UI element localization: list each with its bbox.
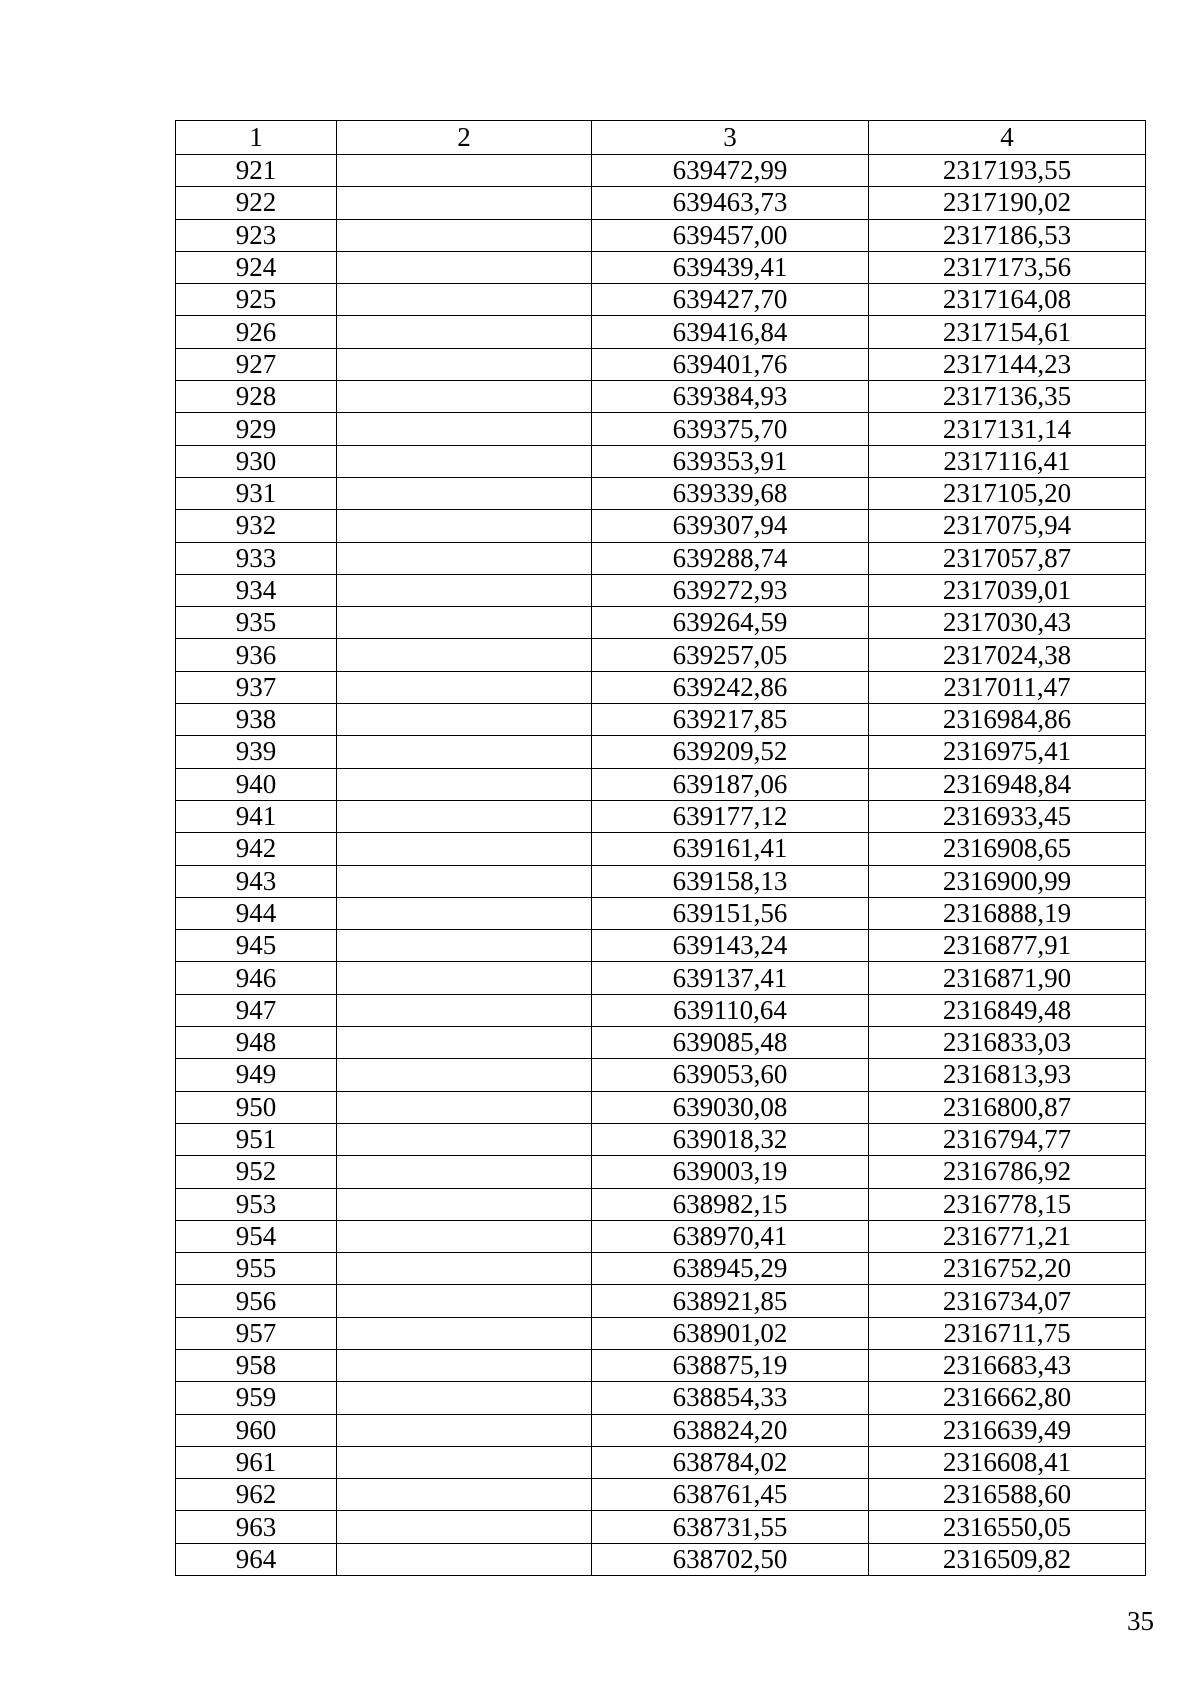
table-row bbox=[176, 1285, 1146, 1317]
table-row bbox=[176, 284, 1146, 316]
cell-point-number: 927 bbox=[176, 348, 337, 380]
cell-y-coordinate: 2317190,02 bbox=[869, 187, 1146, 219]
cell-x-coordinate: 638945,29 bbox=[592, 1253, 869, 1285]
cell-y-coordinate: 2317011,47 bbox=[869, 671, 1146, 703]
cell-x-coordinate: 639137,41 bbox=[592, 962, 869, 994]
table-row bbox=[176, 994, 1146, 1026]
cell-x-coordinate: 638761,45 bbox=[592, 1479, 869, 1511]
cell-y-coordinate: 2316711,75 bbox=[869, 1317, 1146, 1349]
table-row bbox=[176, 251, 1146, 283]
cell-x-coordinate: 638854,33 bbox=[592, 1382, 869, 1414]
cell-x-coordinate: 639161,41 bbox=[592, 833, 869, 865]
table-row bbox=[176, 736, 1146, 768]
cell-x-coordinate: 639085,48 bbox=[592, 1027, 869, 1059]
cell-x-coordinate: 639187,06 bbox=[592, 768, 869, 800]
table-row bbox=[176, 542, 1146, 574]
cell-name bbox=[337, 348, 592, 380]
cell-x-coordinate: 639217,85 bbox=[592, 704, 869, 736]
cell-point-number: 960 bbox=[176, 1414, 337, 1446]
table-row bbox=[176, 1382, 1146, 1414]
table-row bbox=[176, 187, 1146, 219]
cell-name bbox=[337, 639, 592, 671]
cell-name bbox=[337, 1285, 592, 1317]
cell-y-coordinate: 2316933,45 bbox=[869, 800, 1146, 832]
cell-point-number: 922 bbox=[176, 187, 337, 219]
column-header-4: 4 bbox=[869, 121, 1146, 155]
cell-y-coordinate: 2316813,93 bbox=[869, 1059, 1146, 1091]
table-row bbox=[176, 1220, 1146, 1252]
cell-y-coordinate: 2316800,87 bbox=[869, 1091, 1146, 1123]
cell-point-number: 951 bbox=[176, 1123, 337, 1155]
cell-point-number: 936 bbox=[176, 639, 337, 671]
cell-point-number: 962 bbox=[176, 1479, 337, 1511]
table-row bbox=[176, 639, 1146, 671]
cell-point-number: 933 bbox=[176, 542, 337, 574]
cell-x-coordinate: 639401,76 bbox=[592, 348, 869, 380]
table-row bbox=[176, 768, 1146, 800]
cell-name bbox=[337, 1511, 592, 1543]
cell-y-coordinate: 2316778,15 bbox=[869, 1188, 1146, 1220]
table-row bbox=[176, 1479, 1146, 1511]
cell-name bbox=[337, 1188, 592, 1220]
cell-point-number: 926 bbox=[176, 316, 337, 348]
cell-point-number: 941 bbox=[176, 800, 337, 832]
cell-name bbox=[337, 1059, 592, 1091]
cell-x-coordinate: 639339,68 bbox=[592, 477, 869, 509]
cell-point-number: 946 bbox=[176, 962, 337, 994]
cell-point-number: 937 bbox=[176, 671, 337, 703]
cell-x-coordinate: 638921,85 bbox=[592, 1285, 869, 1317]
cell-point-number: 945 bbox=[176, 930, 337, 962]
cell-x-coordinate: 639288,74 bbox=[592, 542, 869, 574]
cell-x-coordinate: 638702,50 bbox=[592, 1543, 869, 1575]
cell-point-number: 958 bbox=[176, 1349, 337, 1381]
cell-point-number: 944 bbox=[176, 897, 337, 929]
table-row bbox=[176, 477, 1146, 509]
cell-y-coordinate: 2316608,41 bbox=[869, 1446, 1146, 1478]
cell-y-coordinate: 2316984,86 bbox=[869, 704, 1146, 736]
cell-name bbox=[337, 1156, 592, 1188]
cell-name bbox=[337, 284, 592, 316]
cell-x-coordinate: 639307,94 bbox=[592, 510, 869, 542]
cell-name bbox=[337, 251, 592, 283]
cell-name bbox=[337, 1479, 592, 1511]
cell-point-number: 925 bbox=[176, 284, 337, 316]
cell-y-coordinate: 2316900,99 bbox=[869, 865, 1146, 897]
cell-y-coordinate: 2316888,19 bbox=[869, 897, 1146, 929]
cell-name bbox=[337, 477, 592, 509]
table-row bbox=[176, 413, 1146, 445]
cell-name bbox=[337, 1317, 592, 1349]
cell-y-coordinate: 2317186,53 bbox=[869, 219, 1146, 251]
cell-name bbox=[337, 1543, 592, 1575]
cell-x-coordinate: 639427,70 bbox=[592, 284, 869, 316]
cell-y-coordinate: 2316683,43 bbox=[869, 1349, 1146, 1381]
cell-point-number: 953 bbox=[176, 1188, 337, 1220]
cell-y-coordinate: 2317105,20 bbox=[869, 477, 1146, 509]
table-row bbox=[176, 1156, 1146, 1188]
cell-name bbox=[337, 962, 592, 994]
cell-point-number: 964 bbox=[176, 1543, 337, 1575]
cell-point-number: 959 bbox=[176, 1382, 337, 1414]
cell-y-coordinate: 2317039,01 bbox=[869, 574, 1146, 606]
cell-point-number: 932 bbox=[176, 510, 337, 542]
table-row bbox=[176, 930, 1146, 962]
table-row bbox=[176, 671, 1146, 703]
cell-y-coordinate: 2316948,84 bbox=[869, 768, 1146, 800]
cell-y-coordinate: 2316639,49 bbox=[869, 1414, 1146, 1446]
cell-x-coordinate: 639472,99 bbox=[592, 155, 869, 187]
table-row bbox=[176, 897, 1146, 929]
cell-name bbox=[337, 445, 592, 477]
cell-x-coordinate: 639242,86 bbox=[592, 671, 869, 703]
cell-y-coordinate: 2316752,20 bbox=[869, 1253, 1146, 1285]
cell-name bbox=[337, 768, 592, 800]
cell-y-coordinate: 2317136,35 bbox=[869, 381, 1146, 413]
cell-name bbox=[337, 704, 592, 736]
cell-y-coordinate: 2317193,55 bbox=[869, 155, 1146, 187]
cell-name bbox=[337, 542, 592, 574]
cell-point-number: 943 bbox=[176, 865, 337, 897]
cell-name bbox=[337, 607, 592, 639]
cell-y-coordinate: 2316771,21 bbox=[869, 1220, 1146, 1252]
cell-name bbox=[337, 930, 592, 962]
cell-x-coordinate: 639177,12 bbox=[592, 800, 869, 832]
table-row bbox=[176, 1091, 1146, 1123]
cell-name bbox=[337, 510, 592, 542]
cell-y-coordinate: 2317024,38 bbox=[869, 639, 1146, 671]
cell-x-coordinate: 638875,19 bbox=[592, 1349, 869, 1381]
cell-y-coordinate: 2317164,08 bbox=[869, 284, 1146, 316]
cell-x-coordinate: 639272,93 bbox=[592, 574, 869, 606]
cell-point-number: 961 bbox=[176, 1446, 337, 1478]
cell-name bbox=[337, 671, 592, 703]
cell-x-coordinate: 639264,59 bbox=[592, 607, 869, 639]
cell-x-coordinate: 639151,56 bbox=[592, 897, 869, 929]
cell-name bbox=[337, 381, 592, 413]
cell-y-coordinate: 2316509,82 bbox=[869, 1543, 1146, 1575]
cell-name bbox=[337, 1123, 592, 1155]
cell-y-coordinate: 2316662,80 bbox=[869, 1382, 1146, 1414]
cell-point-number: 923 bbox=[176, 219, 337, 251]
cell-y-coordinate: 2316877,91 bbox=[869, 930, 1146, 962]
cell-x-coordinate: 638982,15 bbox=[592, 1188, 869, 1220]
cell-name bbox=[337, 994, 592, 1026]
cell-point-number: 952 bbox=[176, 1156, 337, 1188]
cell-name bbox=[337, 865, 592, 897]
cell-y-coordinate: 2316871,90 bbox=[869, 962, 1146, 994]
cell-name bbox=[337, 897, 592, 929]
table-row bbox=[176, 510, 1146, 542]
cell-x-coordinate: 638970,41 bbox=[592, 1220, 869, 1252]
cell-name bbox=[337, 316, 592, 348]
cell-y-coordinate: 2316550,05 bbox=[869, 1511, 1146, 1543]
cell-point-number: 934 bbox=[176, 574, 337, 606]
cell-name bbox=[337, 736, 592, 768]
table-row bbox=[176, 381, 1146, 413]
table-row bbox=[176, 704, 1146, 736]
table-row bbox=[176, 962, 1146, 994]
table-row bbox=[176, 348, 1146, 380]
column-header-3: 3 bbox=[592, 121, 869, 155]
table-row bbox=[176, 1253, 1146, 1285]
cell-x-coordinate: 639353,91 bbox=[592, 445, 869, 477]
cell-point-number: 938 bbox=[176, 704, 337, 736]
table-row bbox=[176, 1027, 1146, 1059]
cell-y-coordinate: 2317173,56 bbox=[869, 251, 1146, 283]
cell-x-coordinate: 639209,52 bbox=[592, 736, 869, 768]
cell-x-coordinate: 638731,55 bbox=[592, 1511, 869, 1543]
cell-point-number: 963 bbox=[176, 1511, 337, 1543]
table-row bbox=[176, 607, 1146, 639]
table-row bbox=[176, 800, 1146, 832]
cell-point-number: 948 bbox=[176, 1027, 337, 1059]
cell-point-number: 949 bbox=[176, 1059, 337, 1091]
cell-point-number: 956 bbox=[176, 1285, 337, 1317]
cell-x-coordinate: 638901,02 bbox=[592, 1317, 869, 1349]
cell-point-number: 935 bbox=[176, 607, 337, 639]
cell-y-coordinate: 2316833,03 bbox=[869, 1027, 1146, 1059]
column-header-1: 1 bbox=[176, 121, 337, 155]
cell-x-coordinate: 639439,41 bbox=[592, 251, 869, 283]
cell-name bbox=[337, 187, 592, 219]
table-row bbox=[176, 1059, 1146, 1091]
cell-y-coordinate: 2316786,92 bbox=[869, 1156, 1146, 1188]
cell-point-number: 955 bbox=[176, 1253, 337, 1285]
table-row bbox=[176, 1511, 1146, 1543]
cell-point-number: 939 bbox=[176, 736, 337, 768]
cell-x-coordinate: 639053,60 bbox=[592, 1059, 869, 1091]
cell-x-coordinate: 638824,20 bbox=[592, 1414, 869, 1446]
cell-point-number: 954 bbox=[176, 1220, 337, 1252]
cell-name bbox=[337, 1253, 592, 1285]
table-row bbox=[176, 1317, 1146, 1349]
column-header-2: 2 bbox=[337, 121, 592, 155]
cell-x-coordinate: 639158,13 bbox=[592, 865, 869, 897]
cell-y-coordinate: 2316794,77 bbox=[869, 1123, 1146, 1155]
cell-point-number: 957 bbox=[176, 1317, 337, 1349]
table-body bbox=[176, 155, 1146, 1576]
table-row bbox=[176, 445, 1146, 477]
cell-name bbox=[337, 1220, 592, 1252]
cell-name bbox=[337, 1027, 592, 1059]
coordinates-table bbox=[175, 120, 1146, 1576]
cell-x-coordinate: 638784,02 bbox=[592, 1446, 869, 1478]
table-row bbox=[176, 316, 1146, 348]
cell-name bbox=[337, 800, 592, 832]
page-number: 35 bbox=[1127, 1606, 1154, 1636]
cell-x-coordinate: 639463,73 bbox=[592, 187, 869, 219]
cell-name bbox=[337, 1349, 592, 1381]
cell-y-coordinate: 2316908,65 bbox=[869, 833, 1146, 865]
table-row bbox=[176, 833, 1146, 865]
table-row bbox=[176, 1543, 1146, 1575]
cell-name bbox=[337, 413, 592, 445]
table-row bbox=[176, 219, 1146, 251]
cell-name bbox=[337, 574, 592, 606]
cell-x-coordinate: 639143,24 bbox=[592, 930, 869, 962]
cell-x-coordinate: 639110,64 bbox=[592, 994, 869, 1026]
table-row bbox=[176, 1414, 1146, 1446]
cell-y-coordinate: 2317154,61 bbox=[869, 316, 1146, 348]
cell-y-coordinate: 2317116,41 bbox=[869, 445, 1146, 477]
cell-point-number: 950 bbox=[176, 1091, 337, 1123]
cell-y-coordinate: 2317131,14 bbox=[869, 413, 1146, 445]
cell-point-number: 924 bbox=[176, 251, 337, 283]
cell-y-coordinate: 2317075,94 bbox=[869, 510, 1146, 542]
cell-name bbox=[337, 155, 592, 187]
cell-y-coordinate: 2316588,60 bbox=[869, 1479, 1146, 1511]
cell-name bbox=[337, 833, 592, 865]
cell-y-coordinate: 2317057,87 bbox=[869, 542, 1146, 574]
cell-x-coordinate: 639018,32 bbox=[592, 1123, 869, 1155]
cell-point-number: 921 bbox=[176, 155, 337, 187]
cell-y-coordinate: 2316849,48 bbox=[869, 994, 1146, 1026]
cell-point-number: 931 bbox=[176, 477, 337, 509]
cell-y-coordinate: 2317030,43 bbox=[869, 607, 1146, 639]
cell-x-coordinate: 639375,70 bbox=[592, 413, 869, 445]
cell-y-coordinate: 2316734,07 bbox=[869, 1285, 1146, 1317]
cell-point-number: 947 bbox=[176, 994, 337, 1026]
cell-point-number: 930 bbox=[176, 445, 337, 477]
cell-name bbox=[337, 219, 592, 251]
table-row bbox=[176, 1446, 1146, 1478]
table-row bbox=[176, 1188, 1146, 1220]
cell-x-coordinate: 639384,93 bbox=[592, 381, 869, 413]
cell-x-coordinate: 639257,05 bbox=[592, 639, 869, 671]
cell-y-coordinate: 2316975,41 bbox=[869, 736, 1146, 768]
table-row bbox=[176, 155, 1146, 187]
cell-point-number: 929 bbox=[176, 413, 337, 445]
table-row bbox=[176, 1123, 1146, 1155]
cell-x-coordinate: 639003,19 bbox=[592, 1156, 869, 1188]
cell-x-coordinate: 639416,84 bbox=[592, 316, 869, 348]
table-header-row bbox=[176, 121, 1146, 155]
cell-point-number: 928 bbox=[176, 381, 337, 413]
cell-name bbox=[337, 1382, 592, 1414]
cell-x-coordinate: 639457,00 bbox=[592, 219, 869, 251]
cell-y-coordinate: 2317144,23 bbox=[869, 348, 1146, 380]
table-row bbox=[176, 574, 1146, 606]
cell-point-number: 940 bbox=[176, 768, 337, 800]
cell-point-number: 942 bbox=[176, 833, 337, 865]
cell-name bbox=[337, 1091, 592, 1123]
table-row bbox=[176, 865, 1146, 897]
table-row bbox=[176, 1349, 1146, 1381]
cell-name bbox=[337, 1414, 592, 1446]
cell-name bbox=[337, 1446, 592, 1478]
cell-x-coordinate: 639030,08 bbox=[592, 1091, 869, 1123]
